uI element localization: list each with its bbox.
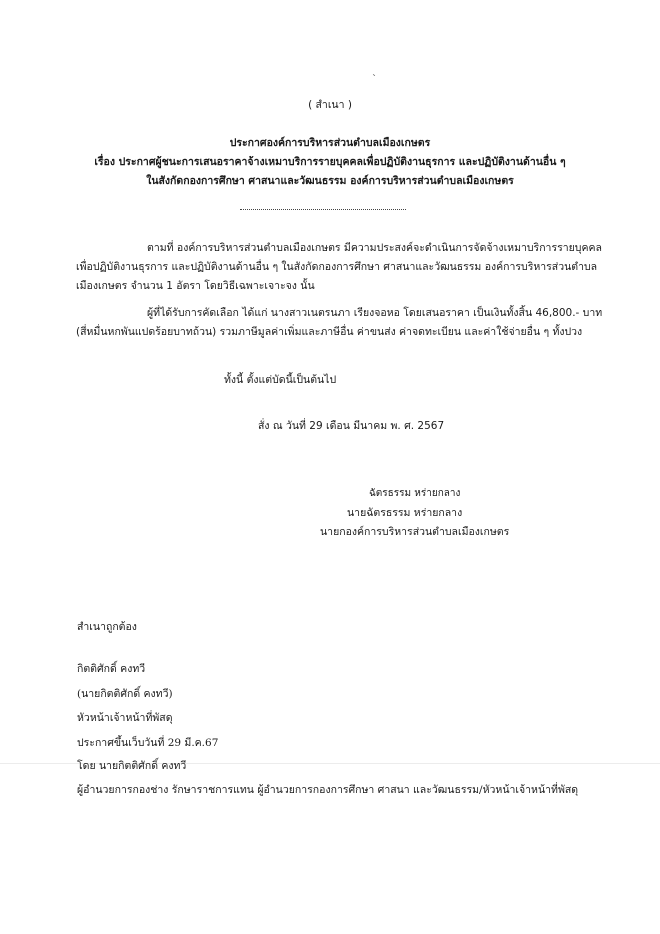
effective-statement: ทั้งนี้ ตั้งแต่บัดนี้เป็นต้นไป <box>224 374 337 386</box>
paragraph-2-line-1: ผู้ที่ได้รับการคัดเลือก ได้แก่ นางสาวเนตรนภา เรียงจอหอ โดยเสนอราคา เป็นเงินทั้งสิ้น 46,800.- บาท <box>147 307 603 319</box>
paragraph-2-line-2: (สี่หมื่นหกพันแปดร้อยบาทถ้วน) รวมภาษีมูลค่าเพิ่มและภาษีอื่น ค่าขนส่ง ค่าจดทะเบียน และค่าใช้จ่ายอื่น ๆ ทั้งปวง <box>76 326 583 338</box>
copy-label: ( สำเนา ) <box>308 99 352 111</box>
paragraph-1-line-2: เพื่อปฏิบัติงานธุรการ และปฏิบัติงานด้านอื่น ๆ ในสังกัดกองการศึกษา ศาสนาและวัฒนธรรม องค์การบริหารส่วนตำบล <box>76 261 598 273</box>
signer-full-name: นายฉัตรธรรม หร่ายกลาง <box>347 507 463 519</box>
scan-mark: ` <box>372 74 377 85</box>
signature-name: ฉัตรธรรม หร่ายกลาง <box>369 488 461 499</box>
announcement-subject: เรื่อง ประกาศผู้ชนะการเสนอราคาจ้างเหมาบริการรายบุคคลเพื่อปฏิบัติงานธุรการ และปฏิบัติงานด้านอื่น ๆ <box>94 156 566 168</box>
posting-date: ประกาศขึ้นเว็บวันที่ 29 มี.ค.67 <box>77 737 219 749</box>
signer-position: นายกองค์การบริหารส่วนตำบลเมืองเกษตร <box>320 526 510 538</box>
posted-by: โดย นายกิตติศักดิ์ คงทวี <box>77 760 187 772</box>
announcement-title: ประกาศองค์การบริหารส่วนตำบลเมืองเกษตร <box>229 137 431 149</box>
dotted-separator <box>240 209 406 210</box>
certifier-full-name: (นายกิตติศักดิ์ คงทวี) <box>77 688 173 700</box>
certifier-position: หัวหน้าเจ้าหน้าที่พัสดุ <box>77 712 173 724</box>
order-date: สั่ง ณ วันที่ 29 เดือน มีนาคม พ. ศ. 2567 <box>258 420 445 432</box>
paragraph-1-line-1: ตามที่ องค์การบริหารส่วนตำบลเมืองเกษตร มีความประสงค์จะดำเนินการจัดจ้างเหมาบริการรายบุคคล <box>147 242 602 254</box>
announcement-subject-cont: ในสังกัดกองการศึกษา ศาสนาและวัฒนธรรม องค์การบริหารส่วนตำบลเมืองเกษตร <box>146 175 514 187</box>
paragraph-1-line-3: เมืองเกษตร จำนวน 1 อัตรา โดยวิธีเฉพาะเจาะจง นั้น <box>76 280 315 292</box>
acting-position: ผู้อำนวยการกองช่าง รักษาราชการแทน ผู้อำนวยการกองการศึกษา ศาสนา และวัฒนธรรม/หัวหน้าเจ้าหน้าที่พัสดุ <box>77 784 579 796</box>
certified-copy: สำเนาถูกต้อง <box>77 621 137 633</box>
certifier-signature: กิตติศักดิ์ คงทวี <box>77 663 146 675</box>
